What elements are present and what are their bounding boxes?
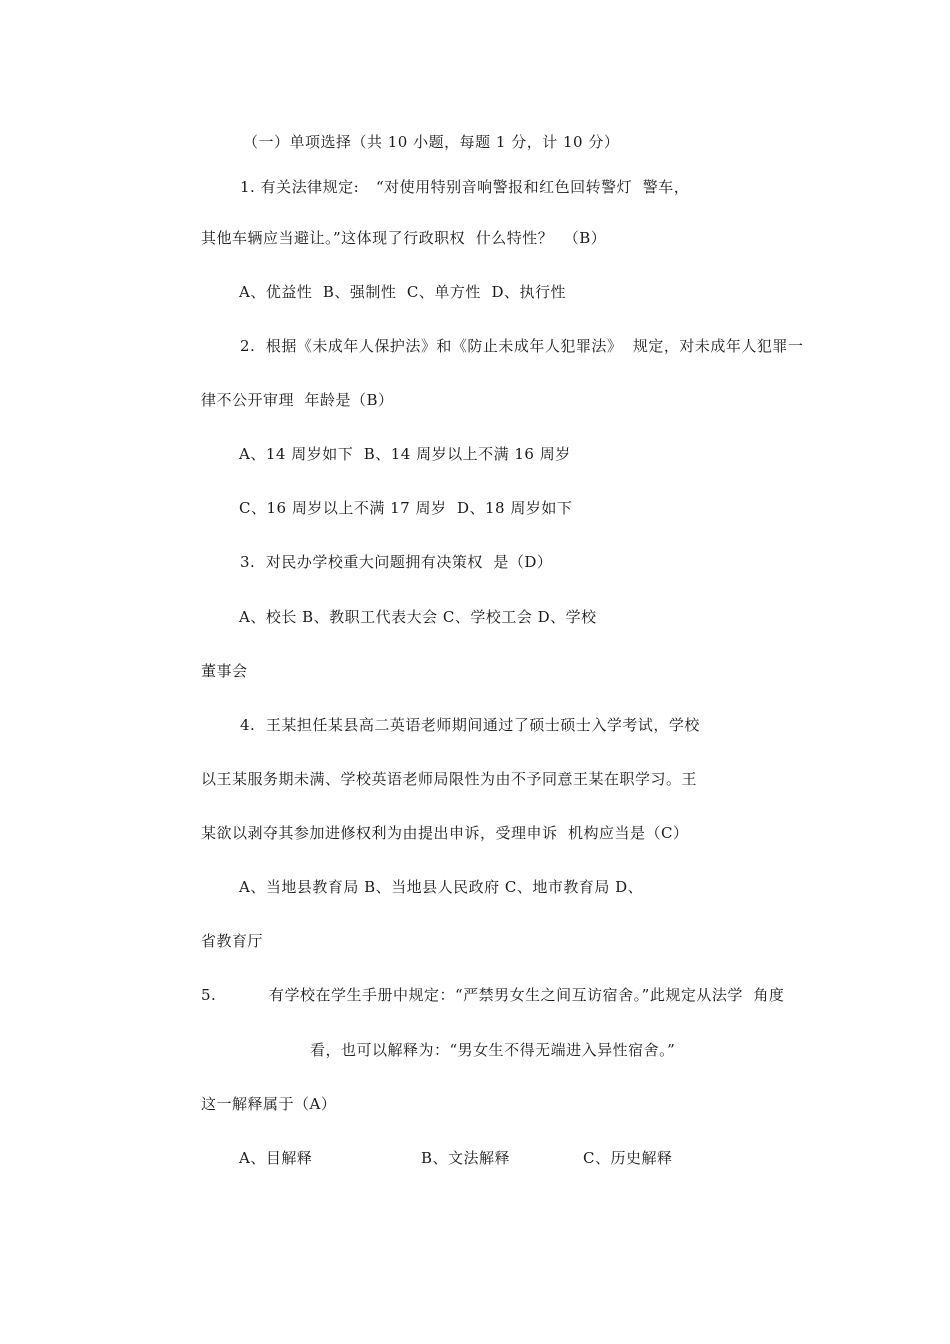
- q1-options: A、优益性 B、强制性 C、单方性 D、执行性: [239, 283, 566, 301]
- q4-options-line1: A、当地县教育局 B、当地县人民政府 C、地市教育局 D、: [239, 878, 644, 896]
- q1-line1-prefix: 1. 有关法律规定:: [240, 178, 360, 196]
- q5-number: 5.: [201, 986, 217, 1004]
- q4-options-line2: 省教育厅: [201, 932, 264, 950]
- q5-line3: 这一解释属于（A）: [201, 1095, 337, 1113]
- q5-option-a: A、目解释: [239, 1149, 313, 1167]
- section-heading: （一）单项选择（共 10 小题，每题 1 分，计 10 分）: [243, 133, 620, 151]
- q1-line1-quote: “对使用特别音响警报和红色回转警灯 警车，: [376, 178, 690, 196]
- q2-line2: 律不公开审理 年龄是（B）: [201, 391, 394, 409]
- q5-line1: 有学校在学生手册中规定：“严禁男女生之间互访宿舍。”此规定从法学 角度: [269, 986, 785, 1004]
- q4-line3: 某欲以剥夺其参加进修权利为由提出申诉，受理申诉 机构应当是（C）: [201, 824, 689, 842]
- q2-line1: 2. 根据《未成年人保护法》和《防止未成年人犯罪法》 规定，对未成年人犯罪一: [240, 337, 804, 355]
- q3-options-line2: 董事会: [201, 662, 248, 680]
- q4-line1: 4. 王某担任某县高二英语老师期间通过了硕士硕士入学考试，学校: [240, 716, 700, 734]
- q1-line2: 其他车辆应当避让。”这体现了行政职权 什么特性？ （B）: [201, 229, 607, 247]
- q2-options-line1: A、14 周岁如下 B、14 周岁以上不满 16 周岁: [239, 445, 571, 463]
- q3-options-line1: A、校长 B、教职工代表大会 C、学校工会 D、学校: [239, 608, 597, 626]
- q2-options-line2: C、16 周岁以上不满 17 周岁 D、18 周岁如下: [239, 499, 573, 517]
- q5-line2: 看，也可以解释为：“男女生不得无端进入异性宿舍。”: [310, 1041, 676, 1059]
- q5-option-b: B、文法解释: [421, 1149, 511, 1167]
- q3-line1: 3. 对民办学校重大问题拥有决策权 是（D）: [240, 553, 553, 571]
- q4-line2: 以王某服务期未满、学校英语老师局限性为由不予同意王某在职学习。王: [201, 770, 698, 788]
- q5-option-c: C、历史解释: [583, 1149, 673, 1167]
